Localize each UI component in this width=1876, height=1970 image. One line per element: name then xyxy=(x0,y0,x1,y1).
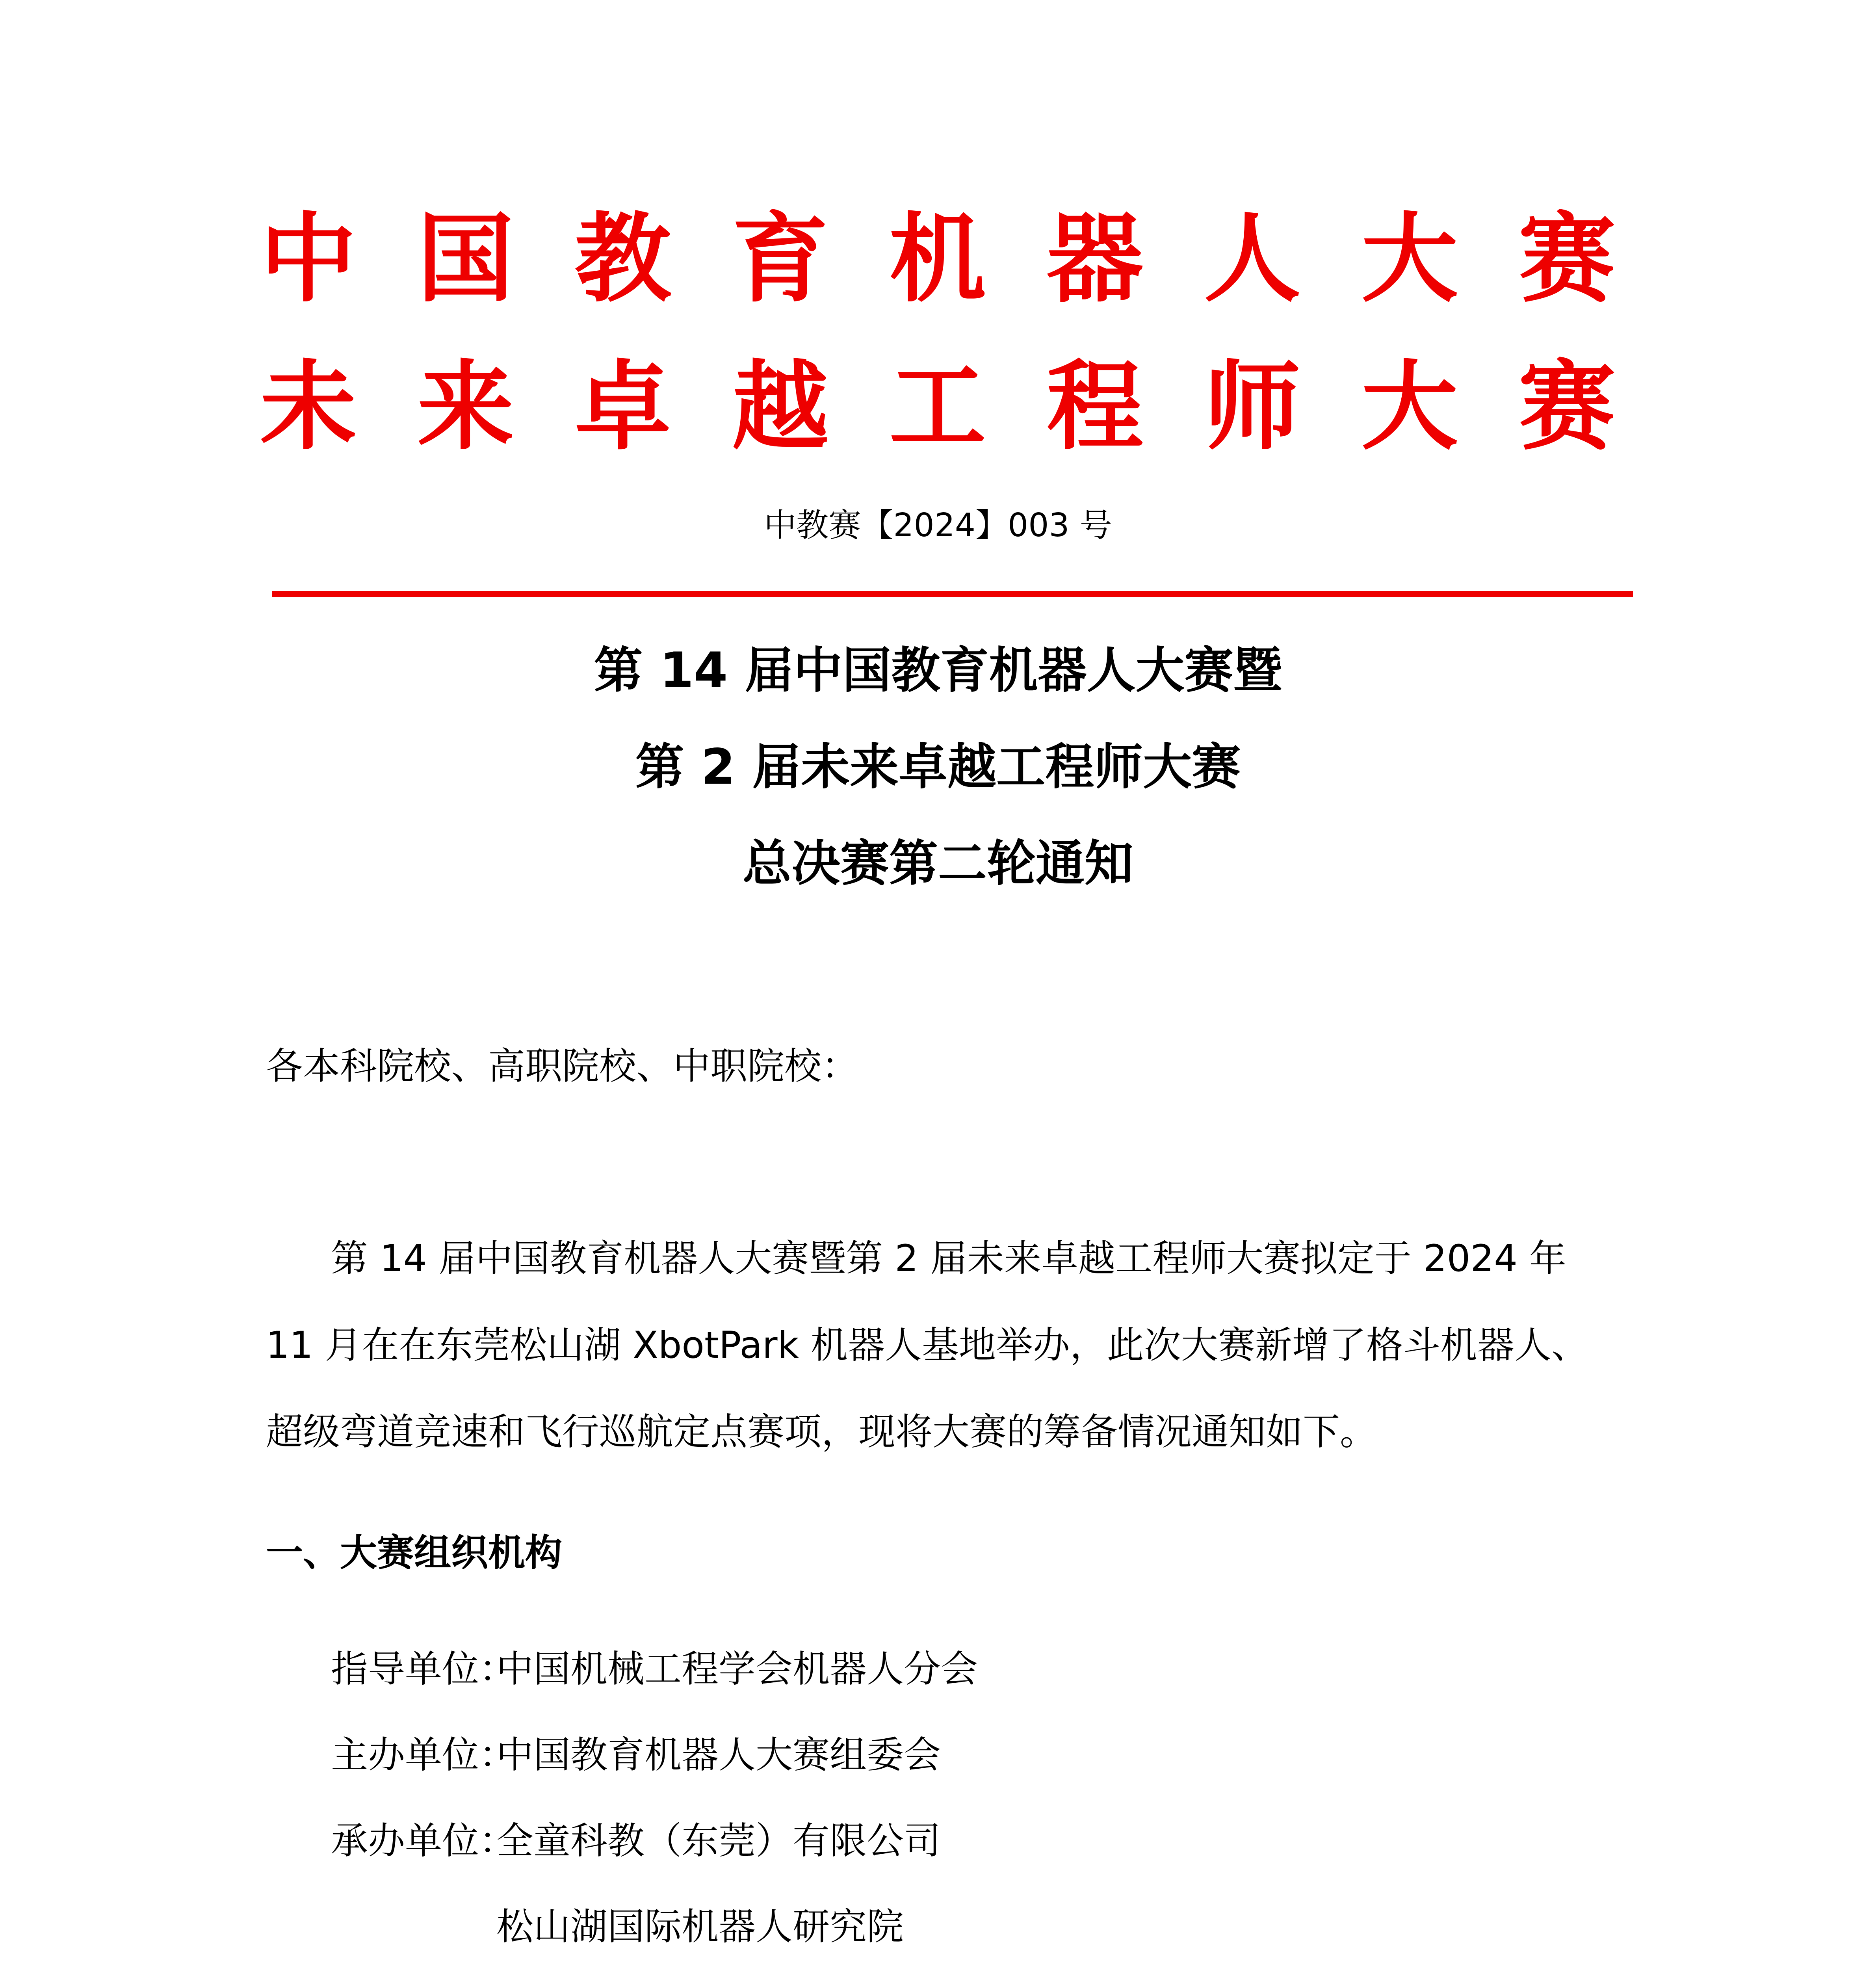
title-char: 卓 xyxy=(574,351,671,463)
red-header-title-line2 xyxy=(260,351,1615,463)
salutation: 各本科院校、高职院校、中职院校： xyxy=(266,1045,859,1088)
title-char: 大 xyxy=(1361,351,1458,463)
title-char: 赛 xyxy=(1519,351,1615,463)
main-title-line3: 总决赛第二轮通知 xyxy=(742,835,1133,892)
title-char: 赛 xyxy=(1519,203,1615,315)
org-value-organizer-2: 松山湖国际机器人研究院 xyxy=(496,1905,904,1948)
org-label-organizer: 承办单位： xyxy=(331,1819,516,1862)
title-char: 中 xyxy=(260,203,357,315)
title-char: 来 xyxy=(417,351,514,463)
title-char: 器 xyxy=(1046,203,1143,315)
org-label-guidance: 指导单位： xyxy=(331,1648,516,1691)
title-char: 未 xyxy=(260,351,357,463)
title-char: 人 xyxy=(1204,203,1301,315)
intro-paragraph: 第 14 届中国教育机器人大赛暨第 2 届未来卓越工程师大赛拟定于 2024 年 11 月在在东莞松山湖 XbotPark 机器人基地举办，此次大赛新增了格斗机器人、超级弯道竞速和飞行巡航定点赛项，现将大赛的筹备情况通知如下。 xyxy=(266,1237,1588,1453)
title-char: 大 xyxy=(1361,203,1458,315)
org-value-host: 中国教育机器人大赛组委会 xyxy=(496,1734,941,1777)
org-label-host: 主办单位： xyxy=(331,1734,516,1777)
title-char: 机 xyxy=(889,203,986,315)
red-divider xyxy=(272,591,1633,597)
title-char: 越 xyxy=(732,351,829,463)
red-header-title-line1 xyxy=(260,203,1615,315)
org-value-organizer: 全童科教（东莞）有限公司 xyxy=(496,1819,941,1862)
document-number: 中教赛【2024】003 号 xyxy=(764,507,1112,544)
section-heading-organization: 一、大赛组织机构 xyxy=(266,1531,563,1574)
title-char: 育 xyxy=(732,203,829,315)
title-char: 教 xyxy=(574,203,671,315)
main-title-line2: 第 2 届未来卓越工程师大赛 xyxy=(635,739,1241,795)
title-char: 程 xyxy=(1046,351,1143,463)
title-char: 国 xyxy=(417,203,514,315)
main-title-line1: 第 14 届中国教育机器人大赛暨 xyxy=(594,642,1282,699)
title-char: 工 xyxy=(889,351,986,463)
org-value-guidance: 中国机械工程学会机器人分会 xyxy=(496,1648,978,1691)
title-char: 师 xyxy=(1204,351,1301,463)
